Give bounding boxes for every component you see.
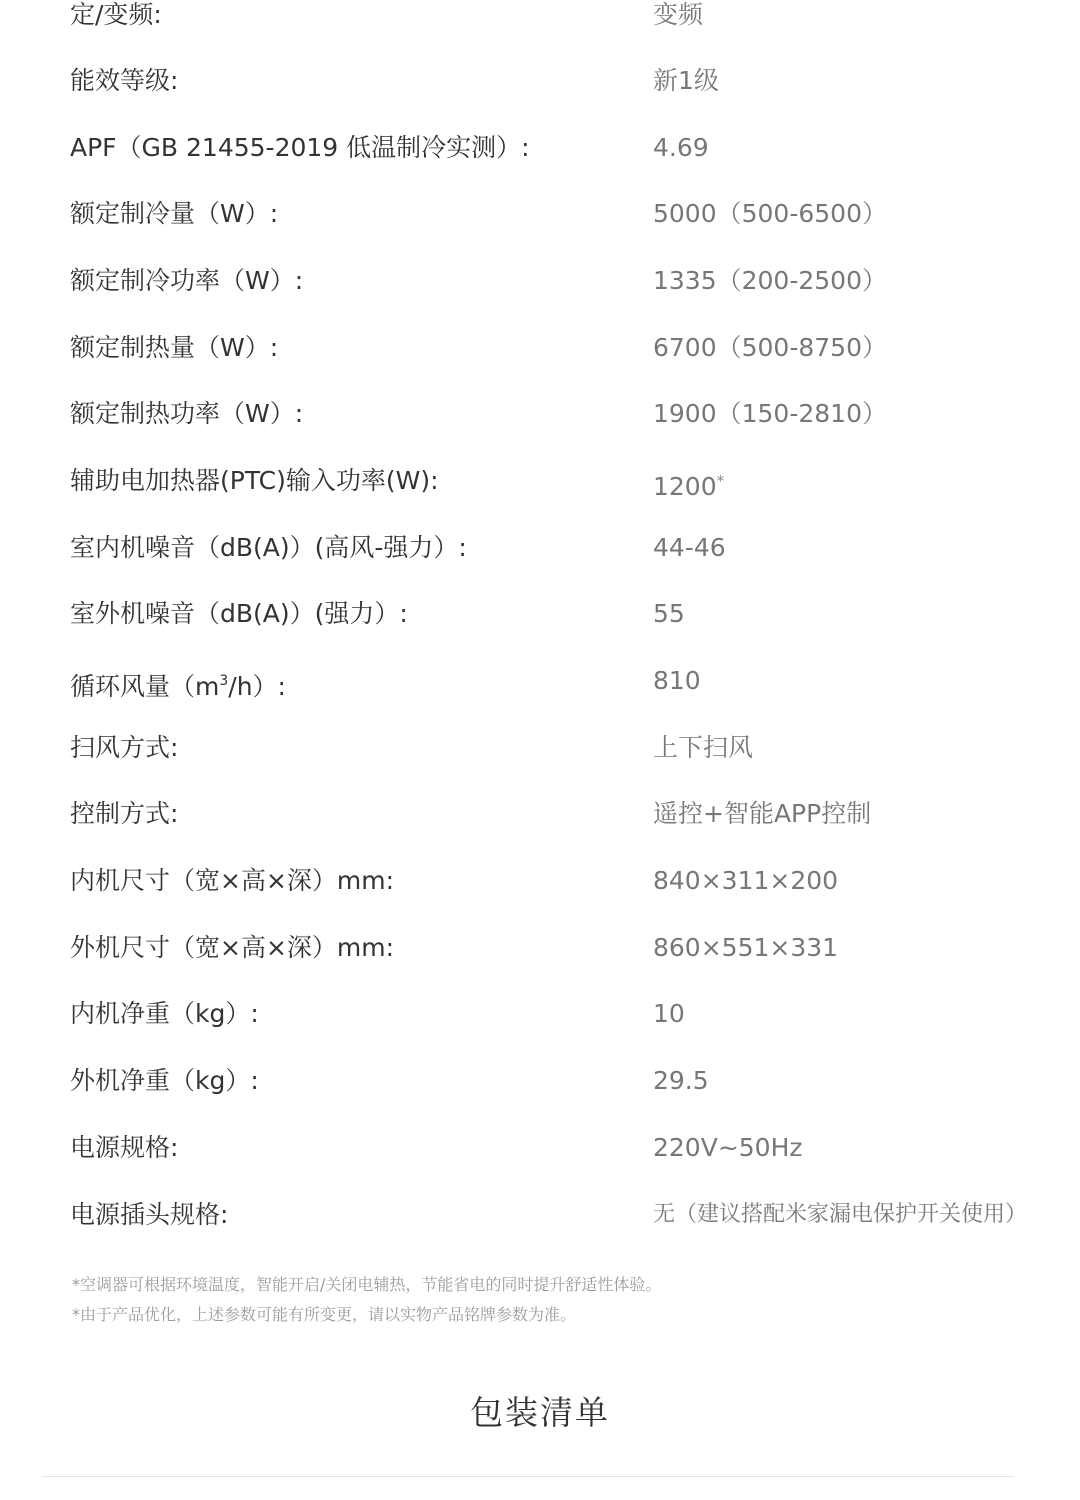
spec-value: 810 <box>653 666 701 695</box>
footnote: *由于产品优化，上述参数可能有所变更，请以实物产品铭牌参数为准。 <box>72 1305 577 1324</box>
spec-value: 860×551×331 <box>653 933 839 962</box>
spec-label: 外机净重（kg）: <box>70 1066 259 1095</box>
spec-row-indoor-size <box>0 861 1080 901</box>
spec-label: 额定制冷功率（W）: <box>70 266 304 295</box>
spec-value: 29.5 <box>653 1066 709 1095</box>
spec-label <box>70 661 286 707</box>
spec-label: 电源插头规格: <box>70 1200 229 1229</box>
spec-value: 1335（200-2500） <box>653 266 887 295</box>
spec-row-energy-grade <box>0 61 1080 101</box>
spec-value: 10 <box>653 999 685 1028</box>
spec-value: 新1级 <box>653 66 719 95</box>
spec-value: 1900（150-2810） <box>653 399 887 428</box>
spec-row-outdoor-noise <box>0 594 1080 634</box>
spec-label: APF（GB 21455-2019 低温制冷实测）: <box>70 133 530 162</box>
spec-row-cooling-power <box>0 261 1080 301</box>
spec-label: 室内机噪音（dB(A)）(高风-强力）: <box>70 533 467 562</box>
spec-label: 内机尺寸（宽×高×深）mm: <box>70 866 395 895</box>
spec-label: 外机尺寸（宽×高×深）mm: <box>70 933 395 962</box>
spec-label: 室外机噪音（dB(A)）(强力）: <box>70 599 408 628</box>
spec-label-text: /h）: <box>228 672 286 701</box>
spec-value: 55 <box>653 599 685 628</box>
spec-label: 电源规格: <box>70 1133 179 1162</box>
spec-row-heating-capacity <box>0 328 1080 368</box>
spec-row-indoor-noise <box>0 528 1080 568</box>
spec-label-text: 循环风量（m <box>70 672 220 701</box>
spec-value: 无（建议搭配米家漏电保护开关使用） <box>653 1202 1028 1227</box>
spec-label: 控制方式: <box>70 799 179 828</box>
footnote-marker: * <box>716 472 725 490</box>
spec-label: 额定制热量（W）: <box>70 333 279 362</box>
spec-row-ptc-power <box>0 461 1080 501</box>
footnotes <box>72 1270 661 1330</box>
spec-row-outdoor-size <box>0 928 1080 968</box>
spec-row-swing-mode <box>0 728 1080 768</box>
spec-row-power-supply <box>0 1128 1080 1168</box>
spec-label: 能效等级: <box>70 66 179 95</box>
spec-value: 840×311×200 <box>653 866 839 895</box>
spec-label: 扫风方式: <box>70 733 179 762</box>
spec-value <box>653 461 724 507</box>
spec-value: 变频 <box>653 0 704 29</box>
spec-row-air-flow <box>0 661 1080 701</box>
spec-row-plug-spec <box>0 1195 1080 1235</box>
spec-row-control-mode <box>0 794 1080 834</box>
spec-label: 额定制冷量（W）: <box>70 199 279 228</box>
spec-label: 额定制热功率（W）: <box>70 399 304 428</box>
spec-row-cooling-capacity <box>0 194 1080 234</box>
footnote: *空调器可根据环境温度，智能开启/关闭电辅热，节能省电的同时提升舒适性体验。 <box>72 1275 662 1294</box>
spec-label: 内机净重（kg）: <box>70 999 259 1028</box>
spec-row-apf <box>0 128 1080 168</box>
superscript: 3 <box>219 673 229 689</box>
spec-value: 上下扫风 <box>653 733 754 762</box>
spec-label: 辅助电加热器(PTC)输入功率(W): <box>70 466 439 495</box>
spec-row-frequency <box>0 0 1080 35</box>
spec-value: 5000（500-6500） <box>653 199 887 228</box>
spec-row-indoor-weight <box>0 994 1080 1034</box>
spec-value: 44-46 <box>653 533 726 562</box>
divider <box>42 1476 1014 1477</box>
section-title-packing-list: 包装清单 <box>470 1393 610 1432</box>
spec-value: 6700（500-8750） <box>653 333 887 362</box>
spec-value: 220V~50Hz <box>653 1133 803 1162</box>
spec-label: 定/变频: <box>70 0 162 29</box>
spec-value-number: 1200 <box>653 472 717 501</box>
spec-value: 遥控+智能APP控制 <box>653 799 872 828</box>
spec-row-outdoor-weight <box>0 1061 1080 1101</box>
spec-row-heating-power <box>0 394 1080 434</box>
spec-value: 4.69 <box>653 133 709 162</box>
